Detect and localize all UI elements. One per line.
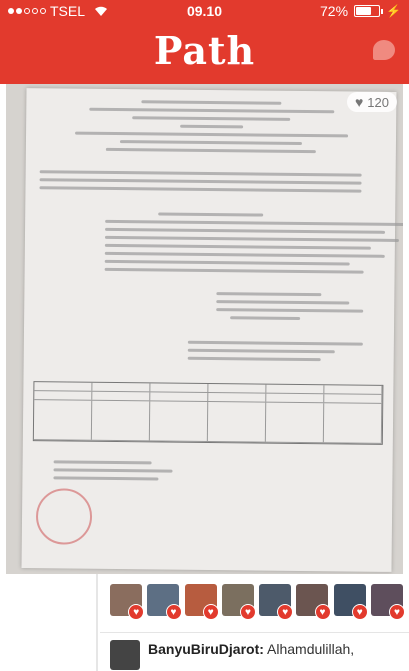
status-bar — [0, 0, 409, 22]
document-photo — [21, 88, 396, 572]
heart-icon: ♥ — [166, 604, 182, 620]
liker-avatar[interactable] — [296, 584, 330, 620]
likers-row — [110, 584, 405, 620]
document-table — [33, 381, 384, 445]
heart-icon: ♥ — [128, 604, 144, 620]
divider — [100, 632, 409, 633]
liker-avatar[interactable] — [371, 584, 405, 620]
official-stamp — [36, 488, 93, 545]
comment-body: Alhamdulillah, — [267, 641, 355, 657]
like-count: 120 — [367, 94, 389, 110]
liker-avatar[interactable] — [185, 584, 219, 620]
liker-avatar[interactable] — [222, 584, 256, 620]
heart-icon: ♥ — [277, 604, 293, 620]
comment-author[interactable]: BanyuBiruDjarot: — [148, 641, 264, 657]
charging-icon: ⚡ — [386, 4, 401, 18]
status-time: 09.10 — [186, 3, 223, 19]
app-title: Path — [153, 28, 256, 73]
avatar[interactable] — [110, 640, 140, 670]
app-header — [0, 0, 409, 84]
like-count-badge[interactable] — [347, 92, 397, 112]
liker-avatar[interactable] — [110, 584, 144, 620]
timeline-line — [96, 574, 98, 671]
post-photo[interactable] — [6, 84, 403, 574]
heart-icon: ♥ — [203, 604, 219, 620]
battery-percent: 72% — [320, 3, 349, 19]
heart-icon: ♥ — [352, 604, 368, 620]
carrier-name: TSEL — [50, 3, 86, 19]
liker-avatar[interactable] — [259, 584, 293, 620]
heart-icon: ♥ — [315, 604, 331, 620]
chat-icon[interactable] — [373, 40, 395, 60]
heart-icon: ♥ — [354, 94, 364, 110]
heart-icon: ♥ — [240, 604, 256, 620]
battery-group — [320, 3, 401, 19]
heart-icon: ♥ — [389, 604, 405, 620]
liker-avatar[interactable] — [147, 584, 181, 620]
liker-avatar[interactable] — [334, 584, 368, 620]
comment-text — [148, 640, 354, 658]
comment-item[interactable] — [110, 640, 409, 671]
battery-icon — [354, 5, 380, 17]
